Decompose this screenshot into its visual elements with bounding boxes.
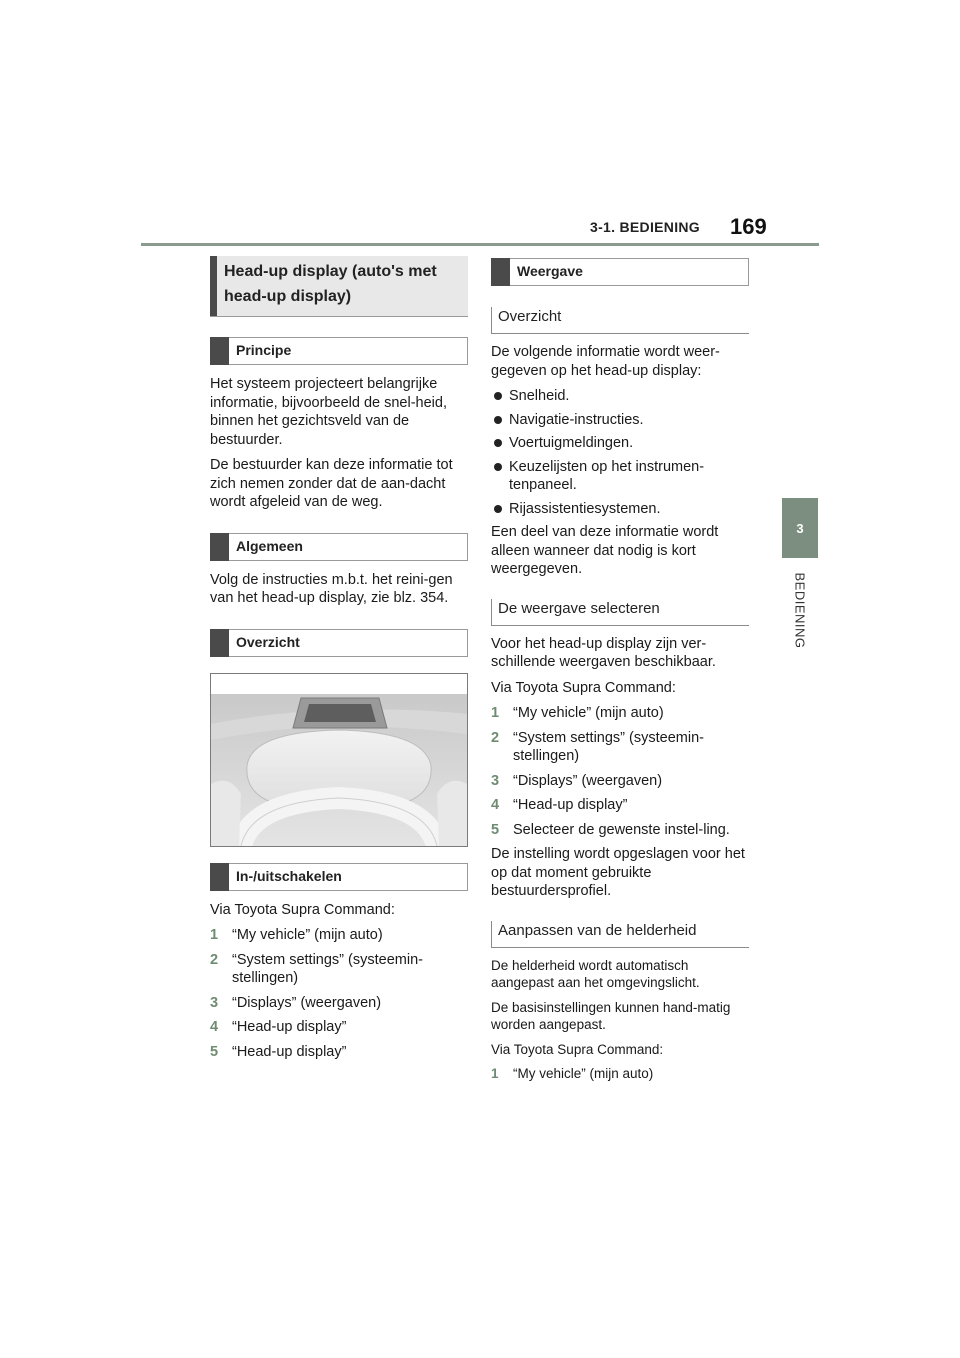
bullet-list: [491, 387, 749, 518]
inuit-body: [210, 901, 468, 1062]
step-item: [210, 951, 468, 988]
step-text: “Head-up display”: [232, 1043, 347, 1060]
heading-in-uitschakelen: In-/uitschakelen: [210, 863, 468, 891]
algemeen-body: [210, 571, 468, 608]
bullet-item: Rijassistentiesystemen.: [491, 500, 749, 519]
step-number: 4: [210, 1019, 219, 1035]
step-item: [210, 994, 468, 1013]
step-item: [491, 729, 749, 766]
step-list: [210, 926, 468, 1061]
selecteren-body: [491, 635, 749, 901]
step-text: “Displays” (weergaven): [232, 994, 382, 1011]
helderheid-body: [491, 957, 749, 1083]
paragraph: De basisinstellingen kunnen hand-matig worden aangepast.: [491, 999, 731, 1032]
subheading-helderheid: Aanpassen van de helderheid: [491, 921, 749, 948]
principe-body: [210, 375, 468, 512]
paragraph: De bestuurder kan deze informatie tot zich nemen zonder dat de aan-dacht wordt afgeleid van de weg.: [210, 457, 453, 510]
paragraph: Een deel van deze informatie wordt alleen wanneer dat nodig is kort weergegeven.: [491, 524, 719, 577]
bullet-item: Keuzelijsten op het instrumen-tenpaneel.: [491, 458, 749, 495]
heading-overzicht: Overzicht: [210, 629, 468, 657]
step-number: 2: [210, 951, 219, 968]
step-text: “My vehicle” (mijn auto): [513, 705, 664, 721]
step-number: 1: [210, 927, 219, 943]
step-text: “Displays” (weergaven): [513, 772, 663, 789]
paragraph: De helderheid wordt automatisch aangepast aan het omgevingslicht.: [491, 957, 700, 990]
header-divider: [141, 243, 819, 246]
step-text: “System settings” (systeemin-stellingen): [513, 729, 704, 764]
step-number: 1: [491, 1066, 499, 1081]
heading-principe: Principe: [210, 337, 468, 365]
paragraph: De volgende informatie wordt weer-gegeven op het head-up display:: [491, 344, 720, 379]
step-item: [210, 1018, 468, 1037]
heading-weergave: Weergave: [491, 258, 749, 286]
step-number: 1: [491, 705, 500, 721]
step-text: “System settings” (systeemin-stellingen): [232, 951, 423, 986]
step-item: [491, 1065, 749, 1083]
step-item: [491, 772, 749, 791]
paragraph: Via Toyota Supra Command:: [491, 1041, 664, 1057]
step-text: “My vehicle” (mijn auto): [513, 1066, 654, 1081]
paragraph: De instelling wordt opgeslagen voor het op dat moment gebruikte bestuurdersprofiel.: [491, 846, 745, 899]
step-number: 5: [491, 821, 500, 838]
bullet-item: Voertuigmeldingen.: [491, 434, 749, 453]
right-column: [491, 258, 749, 1089]
step-item: [491, 821, 749, 840]
step-number: 4: [491, 797, 500, 813]
subheading-overzicht: Overzicht: [491, 307, 749, 334]
step-item: [210, 1043, 468, 1062]
step-number: 3: [491, 772, 500, 789]
step-text: “Head-up display”: [513, 797, 628, 813]
page-number: 169: [730, 214, 767, 239]
bullet-item: Snelheid.: [491, 387, 749, 406]
left-column: [210, 256, 468, 1067]
paragraph: Voor het head-up display zijn ver-schillende weergaven beschikbaar.: [491, 635, 716, 670]
chapter-label-text: BEDIENING: [792, 571, 808, 649]
step-text: “My vehicle” (mijn auto): [232, 927, 383, 943]
chapter-tab: 3: [782, 498, 818, 558]
hud-illustration: [211, 674, 467, 846]
paragraph: Het systeem projecteert belangrijke informatie, bijvoorbeeld de snel-heid, binnen het gezichtsveld van de bestuurder.: [210, 376, 447, 448]
paragraph: Via Toyota Supra Command:: [210, 901, 395, 918]
bullet-item: Navigatie-instructies.: [491, 411, 749, 430]
step-text: Selecteer de gewenste instel-ling.: [513, 821, 730, 838]
step-item: [210, 926, 468, 945]
step-text: “Head-up display”: [232, 1019, 347, 1035]
paragraph: Volg de instructies m.b.t. het reini-gen van het head-up display, zie blz. 354.: [210, 571, 453, 606]
overzicht-body: [491, 343, 749, 579]
paragraph: Via Toyota Supra Command:: [491, 679, 676, 696]
section-label: 3-1. BEDIENING: [590, 219, 700, 235]
step-number: 3: [210, 994, 219, 1011]
step-item: [491, 704, 749, 723]
main-heading: Head-up display (auto's met head-up display): [210, 256, 468, 317]
subheading-selecteren: De weergave selecteren: [491, 599, 749, 626]
step-list: [491, 1065, 749, 1083]
step-number: 5: [210, 1043, 219, 1060]
step-item: [491, 796, 749, 815]
heading-algemeen: Algemeen: [210, 533, 468, 561]
step-list: [491, 704, 749, 839]
chapter-label: [760, 565, 840, 655]
step-number: 2: [491, 729, 500, 746]
hud-figure: [210, 673, 468, 847]
